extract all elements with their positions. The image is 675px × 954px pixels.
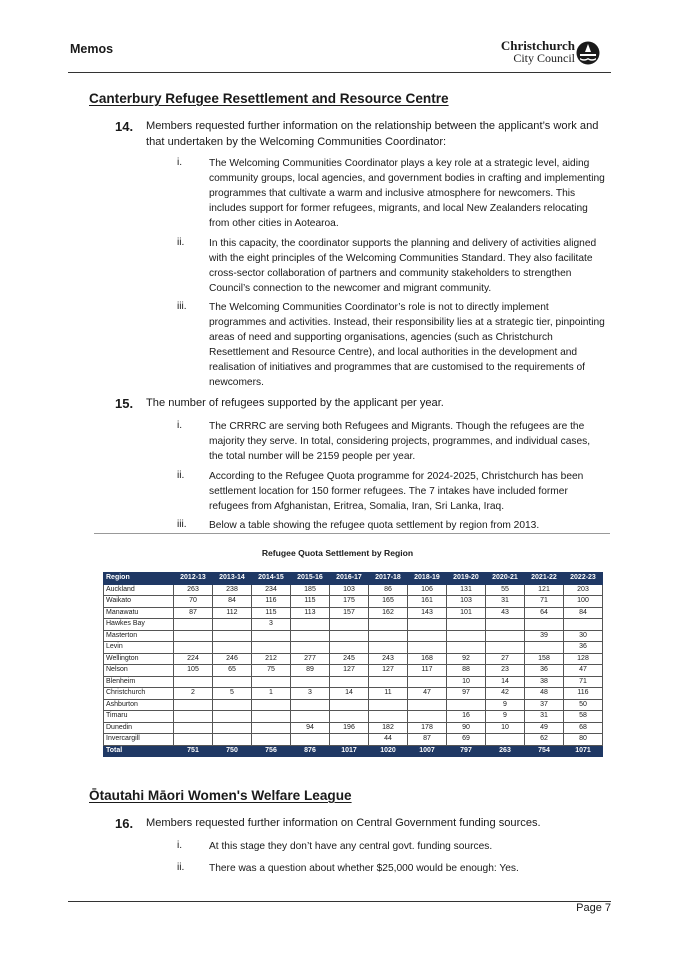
value-cell: 49 bbox=[525, 722, 564, 734]
question-text-16: Members requested further information on Central Government funding sources. bbox=[146, 817, 541, 829]
column-header-year: 2022-23 bbox=[564, 573, 603, 585]
value-cell: 55 bbox=[486, 584, 525, 596]
refugee-quota-table bbox=[103, 572, 603, 757]
value-cell bbox=[174, 676, 213, 688]
value-cell: 37 bbox=[525, 699, 564, 711]
value-cell: 65 bbox=[213, 665, 252, 677]
value-cell bbox=[252, 676, 291, 688]
value-cell: 70 bbox=[174, 596, 213, 608]
value-cell: 84 bbox=[213, 596, 252, 608]
value-cell: 64 bbox=[525, 607, 564, 619]
total-value-cell: 751 bbox=[174, 745, 213, 757]
value-cell: 263 bbox=[174, 584, 213, 596]
value-cell: 175 bbox=[330, 596, 369, 608]
region-cell: Nelson bbox=[104, 665, 174, 677]
value-cell bbox=[291, 699, 330, 711]
value-cell bbox=[486, 642, 525, 654]
value-cell: 23 bbox=[486, 665, 525, 677]
value-cell: 47 bbox=[408, 688, 447, 700]
value-cell: 80 bbox=[564, 734, 603, 746]
item-text: There was a question about whether $25,000 would be enough: Yes. bbox=[209, 863, 519, 874]
value-cell: 238 bbox=[213, 584, 252, 596]
value-cell: 1 bbox=[252, 688, 291, 700]
value-cell: 87 bbox=[174, 607, 213, 619]
value-cell bbox=[525, 619, 564, 631]
value-cell bbox=[369, 711, 408, 723]
table-title: Refugee Quota Settlement by Region bbox=[261, 548, 414, 558]
question-text-15: The number of refugees supported by the applicant per year. bbox=[146, 397, 444, 409]
region-cell: Auckland bbox=[104, 584, 174, 596]
total-value-cell: 756 bbox=[252, 745, 291, 757]
value-cell: 69 bbox=[447, 734, 486, 746]
value-cell: 9 bbox=[486, 699, 525, 711]
value-cell: 62 bbox=[525, 734, 564, 746]
column-header-year: 2013-14 bbox=[213, 573, 252, 585]
question-number-16: 16. bbox=[115, 816, 134, 831]
value-cell: 38 bbox=[525, 676, 564, 688]
value-cell bbox=[291, 642, 330, 654]
value-cell: 127 bbox=[330, 665, 369, 677]
value-cell: 50 bbox=[564, 699, 603, 711]
value-cell bbox=[408, 699, 447, 711]
value-cell bbox=[330, 734, 369, 746]
logo-line2: City Council bbox=[513, 51, 575, 65]
value-cell bbox=[447, 630, 486, 642]
value-cell: 115 bbox=[291, 596, 330, 608]
value-cell: 3 bbox=[291, 688, 330, 700]
value-cell: 182 bbox=[369, 722, 408, 734]
value-cell: 143 bbox=[408, 607, 447, 619]
item-number: ii. bbox=[177, 470, 185, 481]
value-cell bbox=[330, 699, 369, 711]
value-cell bbox=[252, 642, 291, 654]
value-cell bbox=[252, 699, 291, 711]
value-cell: 68 bbox=[564, 722, 603, 734]
value-cell bbox=[408, 630, 447, 642]
value-cell: 9 bbox=[486, 711, 525, 723]
region-cell: Invercargill bbox=[104, 734, 174, 746]
value-cell: 43 bbox=[486, 607, 525, 619]
value-cell: 103 bbox=[330, 584, 369, 596]
value-cell bbox=[369, 699, 408, 711]
value-cell: 92 bbox=[447, 653, 486, 665]
value-cell bbox=[252, 722, 291, 734]
value-cell bbox=[213, 722, 252, 734]
value-cell: 36 bbox=[525, 665, 564, 677]
value-cell: 212 bbox=[252, 653, 291, 665]
value-cell: 121 bbox=[525, 584, 564, 596]
table-row bbox=[104, 665, 603, 677]
value-cell: 115 bbox=[252, 607, 291, 619]
column-header-year: 2018-19 bbox=[408, 573, 447, 585]
value-cell: 203 bbox=[564, 584, 603, 596]
total-value-cell: 754 bbox=[525, 745, 564, 757]
value-cell bbox=[291, 734, 330, 746]
value-cell bbox=[213, 619, 252, 631]
value-cell bbox=[252, 711, 291, 723]
value-cell bbox=[291, 619, 330, 631]
table-row bbox=[104, 653, 603, 665]
value-cell: 10 bbox=[486, 722, 525, 734]
value-cell: 14 bbox=[330, 688, 369, 700]
value-cell: 245 bbox=[330, 653, 369, 665]
value-cell: 224 bbox=[174, 653, 213, 665]
value-cell: 157 bbox=[330, 607, 369, 619]
council-logo bbox=[498, 40, 608, 70]
value-cell: 31 bbox=[486, 596, 525, 608]
item-number: i. bbox=[177, 157, 183, 168]
value-cell: 277 bbox=[291, 653, 330, 665]
table-row bbox=[104, 584, 603, 596]
item-text: The Welcoming Communities Coordinator’s role is not to directly implement programmes and activities. Instead, their responsibility lies at a strategic tier, pinpointing areas of need and supporting organisations, agencies (such as Christchurch Resettlement and Resource Centre), and local authorities in the development and realisation of initiatives and programmes that are customised to the requirements of newcomers. bbox=[209, 302, 605, 388]
region-cell: Wellington bbox=[104, 653, 174, 665]
region-cell: Manawatu bbox=[104, 607, 174, 619]
value-cell bbox=[408, 711, 447, 723]
column-header-year: 2017-18 bbox=[369, 573, 408, 585]
value-cell: 97 bbox=[447, 688, 486, 700]
value-cell bbox=[174, 630, 213, 642]
value-cell bbox=[174, 722, 213, 734]
total-value-cell: 1007 bbox=[408, 745, 447, 757]
value-cell: 5 bbox=[213, 688, 252, 700]
value-cell bbox=[291, 630, 330, 642]
value-cell bbox=[174, 619, 213, 631]
total-value-cell: 263 bbox=[486, 745, 525, 757]
value-cell bbox=[330, 642, 369, 654]
value-cell: 11 bbox=[369, 688, 408, 700]
item-text: According to the Refugee Quota programme for 2024-2025, Christchurch has been settlement location for 150 former refugees. The 7 intakes have included former refugees from Afghanistan, Eritrea, Somalia, Iran, Sri Lanka, Iraq. bbox=[209, 471, 584, 512]
value-cell bbox=[174, 699, 213, 711]
region-cell: Masterton bbox=[104, 630, 174, 642]
total-value-cell: 1017 bbox=[330, 745, 369, 757]
footer-rule bbox=[68, 901, 611, 902]
value-cell: 87 bbox=[408, 734, 447, 746]
value-cell bbox=[369, 630, 408, 642]
region-cell: Hawkes Bay bbox=[104, 619, 174, 631]
table-top-rule bbox=[94, 533, 610, 534]
value-cell bbox=[213, 699, 252, 711]
council-emblem-icon bbox=[576, 41, 600, 65]
value-cell bbox=[447, 619, 486, 631]
value-cell: 10 bbox=[447, 676, 486, 688]
total-value-cell: 750 bbox=[213, 745, 252, 757]
value-cell: 158 bbox=[525, 653, 564, 665]
value-cell: 44 bbox=[369, 734, 408, 746]
value-cell: 100 bbox=[564, 596, 603, 608]
value-cell bbox=[447, 699, 486, 711]
value-cell: 31 bbox=[525, 711, 564, 723]
value-cell: 127 bbox=[369, 665, 408, 677]
column-header-region: Region bbox=[104, 573, 174, 585]
value-cell bbox=[525, 642, 564, 654]
value-cell: 234 bbox=[252, 584, 291, 596]
value-cell: 116 bbox=[564, 688, 603, 700]
table-row bbox=[104, 596, 603, 608]
value-cell: 116 bbox=[252, 596, 291, 608]
value-cell bbox=[486, 630, 525, 642]
value-cell bbox=[369, 619, 408, 631]
value-cell: 178 bbox=[408, 722, 447, 734]
value-cell: 162 bbox=[369, 607, 408, 619]
region-cell: Blenheim bbox=[104, 676, 174, 688]
value-cell: 103 bbox=[447, 596, 486, 608]
value-cell: 168 bbox=[408, 653, 447, 665]
section-title-crrrc: Canterbury Refugee Resettlement and Resource Centre bbox=[89, 91, 449, 106]
value-cell: 88 bbox=[447, 665, 486, 677]
value-cell bbox=[369, 642, 408, 654]
value-cell: 27 bbox=[486, 653, 525, 665]
region-cell: Christchurch bbox=[104, 688, 174, 700]
value-cell bbox=[174, 642, 213, 654]
value-cell bbox=[174, 734, 213, 746]
value-cell bbox=[408, 642, 447, 654]
item-text: Below a table showing the refugee quota settlement by region from 2013. bbox=[209, 520, 540, 531]
value-cell bbox=[408, 676, 447, 688]
column-header-year: 2014-15 bbox=[252, 573, 291, 585]
value-cell bbox=[213, 734, 252, 746]
table-row bbox=[104, 619, 603, 631]
value-cell: 196 bbox=[330, 722, 369, 734]
logo-line1: Christchurch bbox=[500, 38, 575, 53]
column-header-year: 2021-22 bbox=[525, 573, 564, 585]
value-cell: 39 bbox=[525, 630, 564, 642]
value-cell: 71 bbox=[564, 676, 603, 688]
page-number: Page 7 bbox=[576, 902, 611, 914]
table-row bbox=[104, 688, 603, 700]
value-cell bbox=[330, 630, 369, 642]
value-cell bbox=[252, 630, 291, 642]
table-header-row bbox=[104, 573, 603, 585]
table-row bbox=[104, 676, 603, 688]
item-text: At this stage they don’t have any central govt. funding sources. bbox=[209, 841, 493, 852]
value-cell: 89 bbox=[291, 665, 330, 677]
total-label-cell: Total bbox=[104, 745, 174, 757]
value-cell: 16 bbox=[447, 711, 486, 723]
value-cell bbox=[486, 734, 525, 746]
column-header-year: 2012-13 bbox=[174, 573, 213, 585]
value-cell: 185 bbox=[291, 584, 330, 596]
header-title: Memos bbox=[70, 42, 114, 56]
column-header-year: 2020-21 bbox=[486, 573, 525, 585]
table-row bbox=[104, 699, 603, 711]
total-value-cell: 876 bbox=[291, 745, 330, 757]
value-cell: 47 bbox=[564, 665, 603, 677]
value-cell bbox=[213, 642, 252, 654]
value-cell bbox=[330, 676, 369, 688]
column-header-year: 2016-17 bbox=[330, 573, 369, 585]
table-row bbox=[104, 722, 603, 734]
value-cell: 105 bbox=[174, 665, 213, 677]
value-cell bbox=[291, 676, 330, 688]
item-number: i. bbox=[177, 840, 183, 851]
value-cell: 36 bbox=[564, 642, 603, 654]
value-cell: 71 bbox=[525, 596, 564, 608]
value-cell: 84 bbox=[564, 607, 603, 619]
item-number: ii. bbox=[177, 862, 185, 873]
table-total-row bbox=[104, 745, 603, 757]
value-cell: 2 bbox=[174, 688, 213, 700]
header-rule bbox=[68, 72, 611, 73]
value-cell bbox=[564, 619, 603, 631]
item-text: In this capacity, the coordinator supports the planning and delivery of activities aligned with the eight principles of the Welcoming Communities Standard. They also facilitate cross-sector collaboration of partners and community stakeholders to strengthen Council’s connection to the newcomer and migrant community. bbox=[209, 238, 597, 294]
value-cell bbox=[213, 711, 252, 723]
question-number-15: 15. bbox=[115, 396, 134, 411]
value-cell: 90 bbox=[447, 722, 486, 734]
item-number: ii. bbox=[177, 237, 185, 248]
value-cell bbox=[369, 676, 408, 688]
item-text: The CRRRC are serving both Refugees and Migrants. Though the refugees are the majority they serve. In total, considering projects, programmes, and individual cases, the total number will be 2159 people per year. bbox=[209, 421, 591, 462]
value-cell bbox=[213, 676, 252, 688]
value-cell: 117 bbox=[408, 665, 447, 677]
value-cell: 42 bbox=[486, 688, 525, 700]
item-number: i. bbox=[177, 420, 183, 431]
value-cell: 14 bbox=[486, 676, 525, 688]
region-cell: Waikato bbox=[104, 596, 174, 608]
value-cell: 113 bbox=[291, 607, 330, 619]
region-cell: Dunedin bbox=[104, 722, 174, 734]
value-cell bbox=[486, 619, 525, 631]
value-cell bbox=[213, 630, 252, 642]
column-header-year: 2015-16 bbox=[291, 573, 330, 585]
value-cell bbox=[252, 734, 291, 746]
value-cell: 106 bbox=[408, 584, 447, 596]
value-cell: 3 bbox=[252, 619, 291, 631]
value-cell: 75 bbox=[252, 665, 291, 677]
value-cell: 58 bbox=[564, 711, 603, 723]
value-cell: 86 bbox=[369, 584, 408, 596]
value-cell bbox=[291, 711, 330, 723]
logo-text bbox=[501, 40, 575, 64]
item-text: The Welcoming Communities Coordinator plays a key role at a strategic level, aiding community groups, local agencies, and government bodies in crafting and implementing programmes that cultivate a warm and inclusive atmosphere for newcomers. This includes support for former refugees, migrants, and local New Zealanders relocating from other cities in Aotearoa. bbox=[209, 158, 605, 229]
value-cell: 246 bbox=[213, 653, 252, 665]
question-number-14: 14. bbox=[115, 119, 134, 134]
value-cell: 165 bbox=[369, 596, 408, 608]
region-cell: Levin bbox=[104, 642, 174, 654]
question-text-14: Members requested further information on the relationship between the applicant’s work and that undertaken by the Welcoming Communities Coordinator: bbox=[146, 120, 599, 148]
table-row bbox=[104, 734, 603, 746]
value-cell bbox=[174, 711, 213, 723]
total-value-cell: 1071 bbox=[564, 745, 603, 757]
value-cell: 101 bbox=[447, 607, 486, 619]
total-value-cell: 1020 bbox=[369, 745, 408, 757]
value-cell: 131 bbox=[447, 584, 486, 596]
region-cell: Timaru bbox=[104, 711, 174, 723]
value-cell: 161 bbox=[408, 596, 447, 608]
section-title-mwwl: Ōtautahi Māori Women's Welfare League bbox=[89, 788, 352, 803]
table-row bbox=[104, 642, 603, 654]
value-cell: 48 bbox=[525, 688, 564, 700]
region-cell: Ashburton bbox=[104, 699, 174, 711]
value-cell bbox=[447, 642, 486, 654]
value-cell bbox=[330, 619, 369, 631]
column-header-year: 2019-20 bbox=[447, 573, 486, 585]
value-cell bbox=[408, 619, 447, 631]
table-row bbox=[104, 607, 603, 619]
total-value-cell: 797 bbox=[447, 745, 486, 757]
value-cell bbox=[330, 711, 369, 723]
table-row bbox=[104, 711, 603, 723]
value-cell: 128 bbox=[564, 653, 603, 665]
item-number: iii. bbox=[177, 301, 187, 312]
table-row bbox=[104, 630, 603, 642]
value-cell: 112 bbox=[213, 607, 252, 619]
value-cell: 243 bbox=[369, 653, 408, 665]
value-cell: 30 bbox=[564, 630, 603, 642]
value-cell: 94 bbox=[291, 722, 330, 734]
item-number: iii. bbox=[177, 519, 187, 530]
